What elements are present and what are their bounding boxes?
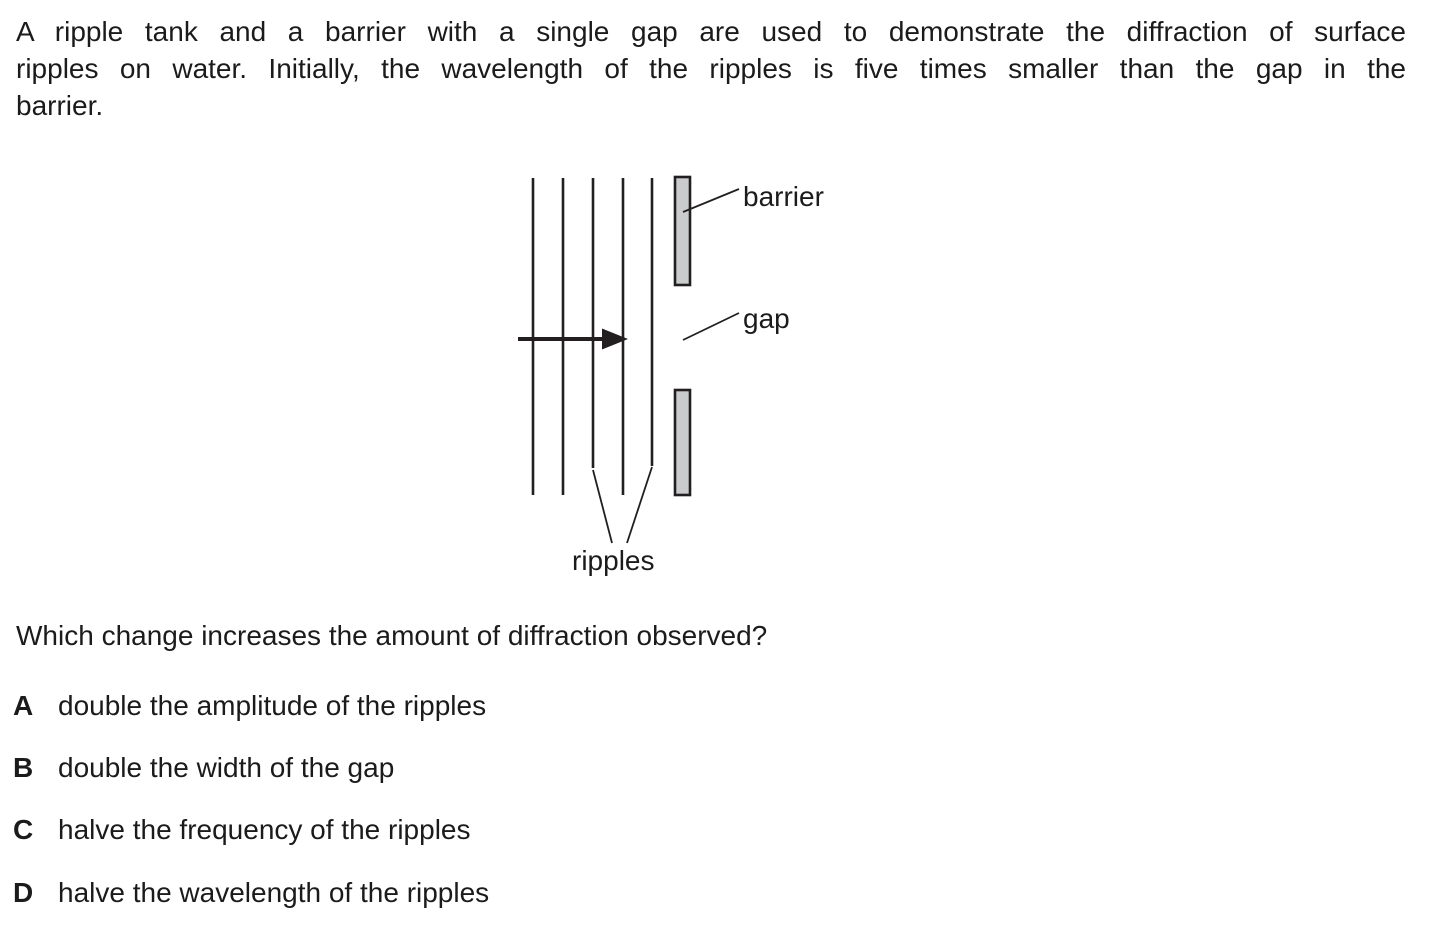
ripples-label: ripples xyxy=(572,545,655,576)
option-letter-b: B xyxy=(13,752,34,783)
option-letter-c: C xyxy=(13,814,34,845)
barrier-leader-line xyxy=(683,189,739,212)
ripples-leader-line-right xyxy=(627,467,652,543)
option-text-c: halve the frequency of the ripples xyxy=(58,814,471,845)
option-letter-d: D xyxy=(13,877,34,908)
option-row-b xyxy=(13,749,394,786)
barrier-bottom-segment xyxy=(675,390,690,495)
barrier-label: barrier xyxy=(743,181,824,212)
option-letter-a: A xyxy=(13,690,34,721)
intro-line-3: barrier. xyxy=(16,90,104,121)
intro-paragraph xyxy=(16,13,1406,124)
direction-arrow xyxy=(518,329,628,350)
ripple-tank-diagram xyxy=(440,160,860,590)
gap-label: gap xyxy=(743,303,790,334)
intro-line-1: A ripple tank and a barrier with a single gap are used to demonstrate the diffraction of surface xyxy=(16,16,1406,47)
option-row-d xyxy=(13,874,489,911)
option-text-d: halve the wavelength of the ripples xyxy=(58,877,490,908)
option-text-b: double the width of the gap xyxy=(58,752,395,783)
barrier-top-segment xyxy=(675,177,690,285)
intro-line-2: ripples on water. Initially, the wavelength of the ripples is five times smaller than the gap in the xyxy=(16,53,1406,84)
gap-leader-line xyxy=(683,313,739,340)
ripples-leader-line-left xyxy=(593,470,612,543)
option-row-c xyxy=(13,811,470,848)
ripple-wavefront-lines xyxy=(533,178,652,495)
option-row-a xyxy=(13,687,486,724)
option-text-a: double the amplitude of the ripples xyxy=(58,690,487,721)
question-text: Which change increases the amount of diffraction observed? xyxy=(16,620,768,651)
